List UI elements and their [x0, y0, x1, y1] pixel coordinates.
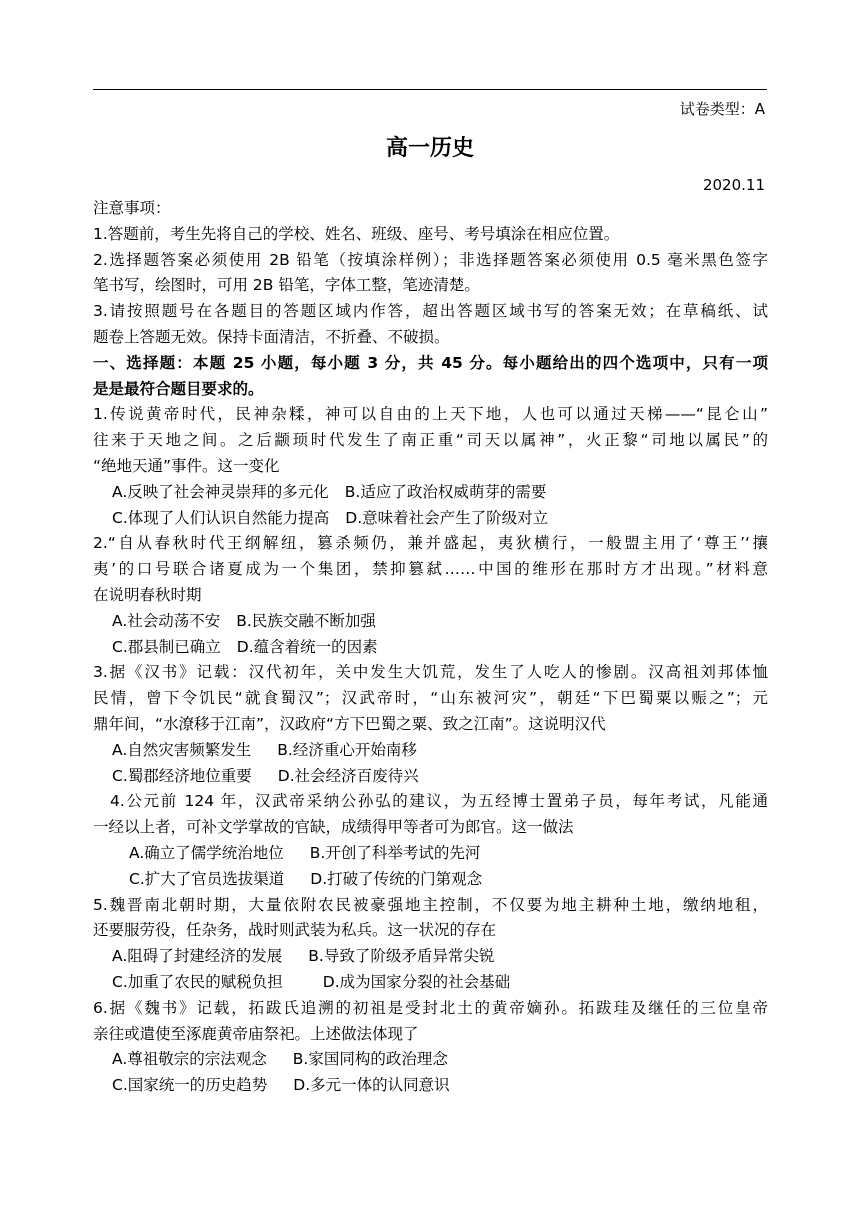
question-2-options-row	[93, 635, 768, 661]
option-c[interactable]: C.加重了农民的赋税负担	[112, 972, 283, 991]
option-c[interactable]: C.郡县制已确立	[112, 637, 221, 656]
option-a[interactable]: A.社会动荡不安	[112, 611, 221, 630]
option-c[interactable]: C.体现了人们认识自然能力提高	[112, 508, 330, 527]
header-rule	[93, 89, 767, 90]
option-d[interactable]: D.打破了传统的门第观念	[310, 869, 483, 888]
question-3-options-row	[93, 764, 768, 790]
option-d[interactable]: D.成为国家分裂的社会基础	[322, 972, 511, 991]
question-5-stem: 还要服劳役，任杂务，战时则武装为私兵。这一状况的存在	[93, 921, 497, 940]
section-heading-cont: 是是最符合题目要求的。	[93, 379, 264, 398]
question-4-options-row	[93, 841, 768, 867]
option-c[interactable]: C.扩大了官员选拔渠道	[129, 869, 285, 888]
question-3-stem: 3.据《汉书》记载：汉代初年，关中发生大饥荒，发生了人吃人的惨剧。汉高祖刘邦体恤	[93, 663, 768, 682]
option-a[interactable]: A.反映了社会神灵崇拜的多元化	[112, 482, 329, 501]
section-heading: 一、选择题：本题 25 小题，每小题 3 分，共 45 分。每小题给出的四个选项中，只有一项	[93, 353, 768, 372]
option-b[interactable]: B.民族交融不断加强	[236, 611, 376, 630]
question-2-options-row	[93, 609, 768, 635]
question-2-stem: 在说明春秋时期	[93, 585, 202, 604]
option-d[interactable]: D.蕴含着统一的因素	[236, 637, 378, 656]
option-d[interactable]: D.多元一体的认同意识	[293, 1076, 450, 1095]
note-line: 2.选择题答案必须使用 2B 铅笔（按填涂样例）；非选择题答案必须使用 0.5 毫米黑色签字	[93, 250, 768, 269]
question-6-stem: 6.据《魏书》记载，拓跋氏追溯的初祖是受封北土的黄帝嫡孙。拓跋珪及继任的三位皇帝	[93, 998, 768, 1017]
notes-heading: 注意事项：	[93, 199, 171, 217]
question-1-options-row	[93, 480, 768, 506]
note-line: 1.答题前，考生先将自己的学校、姓名、班级、座号、考号填涂在相应位置。	[93, 224, 620, 243]
option-b[interactable]: B.经济重心开始南移	[277, 740, 417, 759]
option-d[interactable]: D.意味着社会产生了阶级对立	[345, 508, 549, 527]
question-1-stem: 往来于天地之间。之后颛顼时代发生了南正重“司天以属神”，火正黎“司地以属民”的	[93, 431, 768, 450]
question-1-stem: “绝地天通”事件。这一变化	[93, 456, 280, 475]
option-b[interactable]: B.导致了阶级矛盾异常尖锐	[308, 947, 495, 966]
question-5-stem: 5.魏晋南北朝时期，大量依附农民被豪强地主控制，不仅要为地主耕种土地，缴纳地租，	[93, 895, 768, 914]
exam-date: 2020.11	[702, 176, 765, 194]
option-b[interactable]: B.家国同构的政治理念	[292, 1050, 448, 1069]
option-d[interactable]: D.社会经济百废待兴	[277, 766, 419, 785]
question-1-options-row	[93, 506, 768, 532]
question-3-options-row	[93, 738, 768, 764]
question-4-stem: 4.公元前 124 年，汉武帝采纳公孙弘的建议，为五经博士置弟子员，每年考试，凡能通	[110, 792, 768, 811]
note-line: 笔书写，绘图时，可用 2B 铅笔，字体工整，笔迹清楚。	[93, 276, 480, 295]
exam-content	[93, 196, 768, 1099]
note-line: 3.请按照题号在各题目的答题区域内作答，超出答题区域书写的答案无效；在草稿纸、试	[93, 302, 768, 321]
question-3-stem: 民情，曾下令饥民“就食蜀汉”；汉武帝时，“山东被河灾”，朝廷“下巴蜀粟以赈之”；元	[93, 689, 768, 708]
option-b[interactable]: B.适应了政治权威萌芽的需要	[344, 482, 547, 501]
question-6-options-row	[93, 1073, 768, 1099]
option-a[interactable]: A.确立了儒学统治地位	[129, 843, 284, 862]
question-2-stem: 2.“自从春秋时代王纲解纽，篡杀频仍，兼并盛起，夷狄横行，一般盟主用了‘尊王’‘攘	[93, 534, 768, 553]
option-b[interactable]: B.开创了科举考试的先河	[309, 843, 481, 862]
question-4-options-row	[93, 867, 768, 893]
question-4-stem: 一经以上者，可补文学掌故的官缺，成绩得甲等者可为郎官。这一做法	[93, 818, 574, 837]
question-6-stem: 亲往或遣使至涿鹿黄帝庙祭祀。上述做法体现了	[93, 1024, 419, 1043]
option-a[interactable]: A.自然灾害频繁发生	[112, 740, 252, 759]
page-title: 高一历史	[385, 136, 474, 161]
option-a[interactable]: A.尊祖敬宗的宗法观念	[112, 1050, 267, 1069]
option-c[interactable]: C.国家统一的历史趋势	[112, 1076, 268, 1095]
question-1-stem: 1.传说黄帝时代，民神杂糅，神可以自由的上天下地，人也可以通过天梯——“昆仑山”	[93, 405, 768, 424]
option-a[interactable]: A.阻碍了封建经济的发展	[112, 947, 283, 966]
question-5-options-row	[93, 970, 768, 996]
paper-type-label: 试卷类型：A	[679, 100, 765, 118]
question-6-options-row	[93, 1047, 768, 1073]
option-c[interactable]: C.蜀郡经济地位重要	[112, 766, 252, 785]
question-3-stem: 鼎年间，“水潦移于江南”，汉政府“方下巴蜀之粟、致之江南”。这说明汉代	[93, 714, 606, 733]
question-5-options-row	[93, 944, 768, 970]
note-line: 题卷上答题无效。保持卡面清洁，不折叠、不破损。	[93, 327, 450, 346]
question-2-stem: 夷’的口号联合诸夏成为一个集团，禁抑篡弑……中国的维形在那时方才出现。”材料意	[93, 560, 768, 579]
